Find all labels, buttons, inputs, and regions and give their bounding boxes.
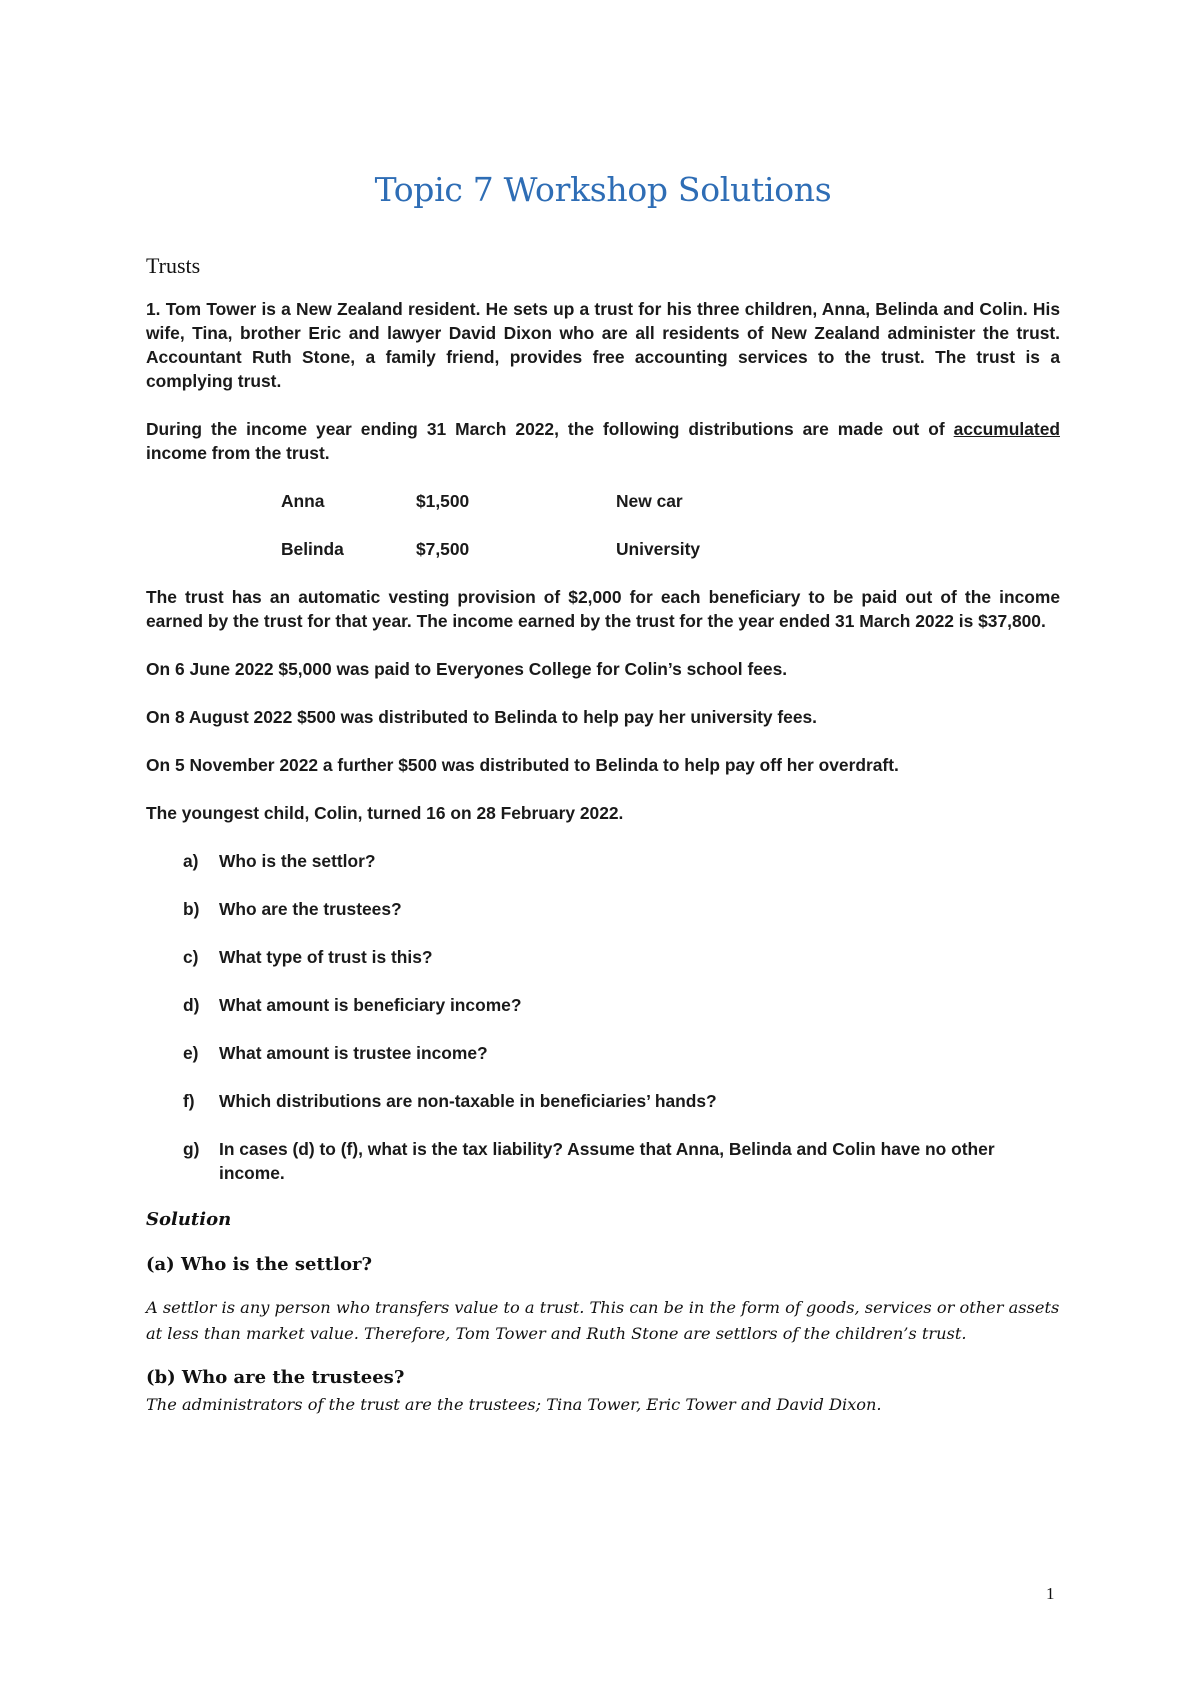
payment-paragraph: On 5 November 2022 a further $500 was distributed to Belinda to help pay off her overdraft. (146, 755, 899, 775)
distribution-amount: $7,500 (416, 539, 470, 559)
question-text: Who are the trustees? (219, 899, 402, 919)
question-item (146, 1041, 1060, 1065)
question-marker: a) (183, 851, 199, 871)
distribution-row (146, 489, 1060, 513)
section-heading: Trusts (146, 253, 201, 278)
underlined-word: accumulated (953, 419, 1060, 439)
payment-paragraph: On 8 August 2022 $500 was distributed to Belinda to help pay her university fees. (146, 707, 818, 727)
question-item (146, 1089, 1060, 1113)
distribution-row (146, 537, 1060, 561)
beneficiary-name: Anna (281, 491, 325, 511)
distribution-purpose: University (616, 539, 701, 559)
distribution-purpose: New car (616, 491, 683, 511)
distributions-intro (146, 417, 1060, 465)
question-text: Which distributions are non-taxable in beneficiaries’ hands? (219, 1091, 717, 1111)
question-marker: e) (183, 1043, 199, 1063)
question-marker: d) (183, 995, 200, 1015)
question-text: What type of trust is this? (219, 947, 433, 967)
question-item (146, 849, 1060, 873)
beneficiary-name: Belinda (281, 539, 344, 559)
intro-text-end: income from the trust. (146, 443, 330, 463)
vesting-paragraph: The trust has an automatic vesting provision of $2,000 for each beneficiary to be paid out of the income earned by the trust for that year. The income earned by the trust for the year ended 31 March 2022 is $37,800. (146, 587, 1060, 631)
solution-a-answer: A settlor is any person who transfers value to a trust. This can be in the form of goods, services or other assets at less than market value. Therefore, Tom Tower and Ruth Stone are settlors of the children’s trust. (146, 1298, 1060, 1343)
question-text: What amount is trustee income? (219, 1043, 488, 1063)
solution-b-answer: The administrators of the trust are the trustees; Tina Tower, Eric Tower and David Dixon. (146, 1395, 882, 1414)
solution-heading: Solution (146, 1209, 232, 1230)
question-text: Who is the settlor? (219, 851, 376, 871)
solution-b-heading: (b) Who are the trustees? (146, 1367, 405, 1388)
question-item (146, 993, 1060, 1017)
page-title: Topic 7 Workshop Solutions (374, 170, 832, 209)
question-marker: b) (183, 899, 200, 919)
question-list (146, 849, 1060, 1185)
payment-paragraph: On 6 June 2022 $5,000 was paid to Everyones College for Colin’s school fees. (146, 659, 788, 679)
question-text: What amount is beneficiary income? (219, 995, 522, 1015)
intro-text: During the income year ending 31 March 2022, the following distributions are made out of (146, 419, 954, 439)
question-marker: c) (183, 947, 199, 967)
question-item (146, 1137, 1060, 1185)
page-number: 1 (1046, 1584, 1055, 1603)
question-item (146, 945, 1060, 969)
question-marker: g) (183, 1139, 200, 1159)
age-paragraph: The youngest child, Colin, turned 16 on 28 February 2022. (146, 803, 624, 823)
question-item (146, 897, 1060, 921)
scenario-paragraph: 1. Tom Tower is a New Zealand resident. He sets up a trust for his three children, Anna, Belinda and Colin. His wife, Tina, brother Eric and lawyer David Dixon who are all residents of New Zealand administer the trust. Accountant Ruth Stone, a family friend, provides free accounting services to the trust. The trust is a complying trust. (146, 299, 1060, 391)
solution-a-heading: (a) Who is the settlor? (146, 1254, 372, 1275)
page-content (146, 170, 1060, 1438)
distribution-amount: $1,500 (416, 491, 470, 511)
question-text: In cases (d) to (f), what is the tax liability? Assume that Anna, Belinda and Colin have no other income. (219, 1139, 995, 1183)
question-marker: f) (183, 1091, 195, 1111)
